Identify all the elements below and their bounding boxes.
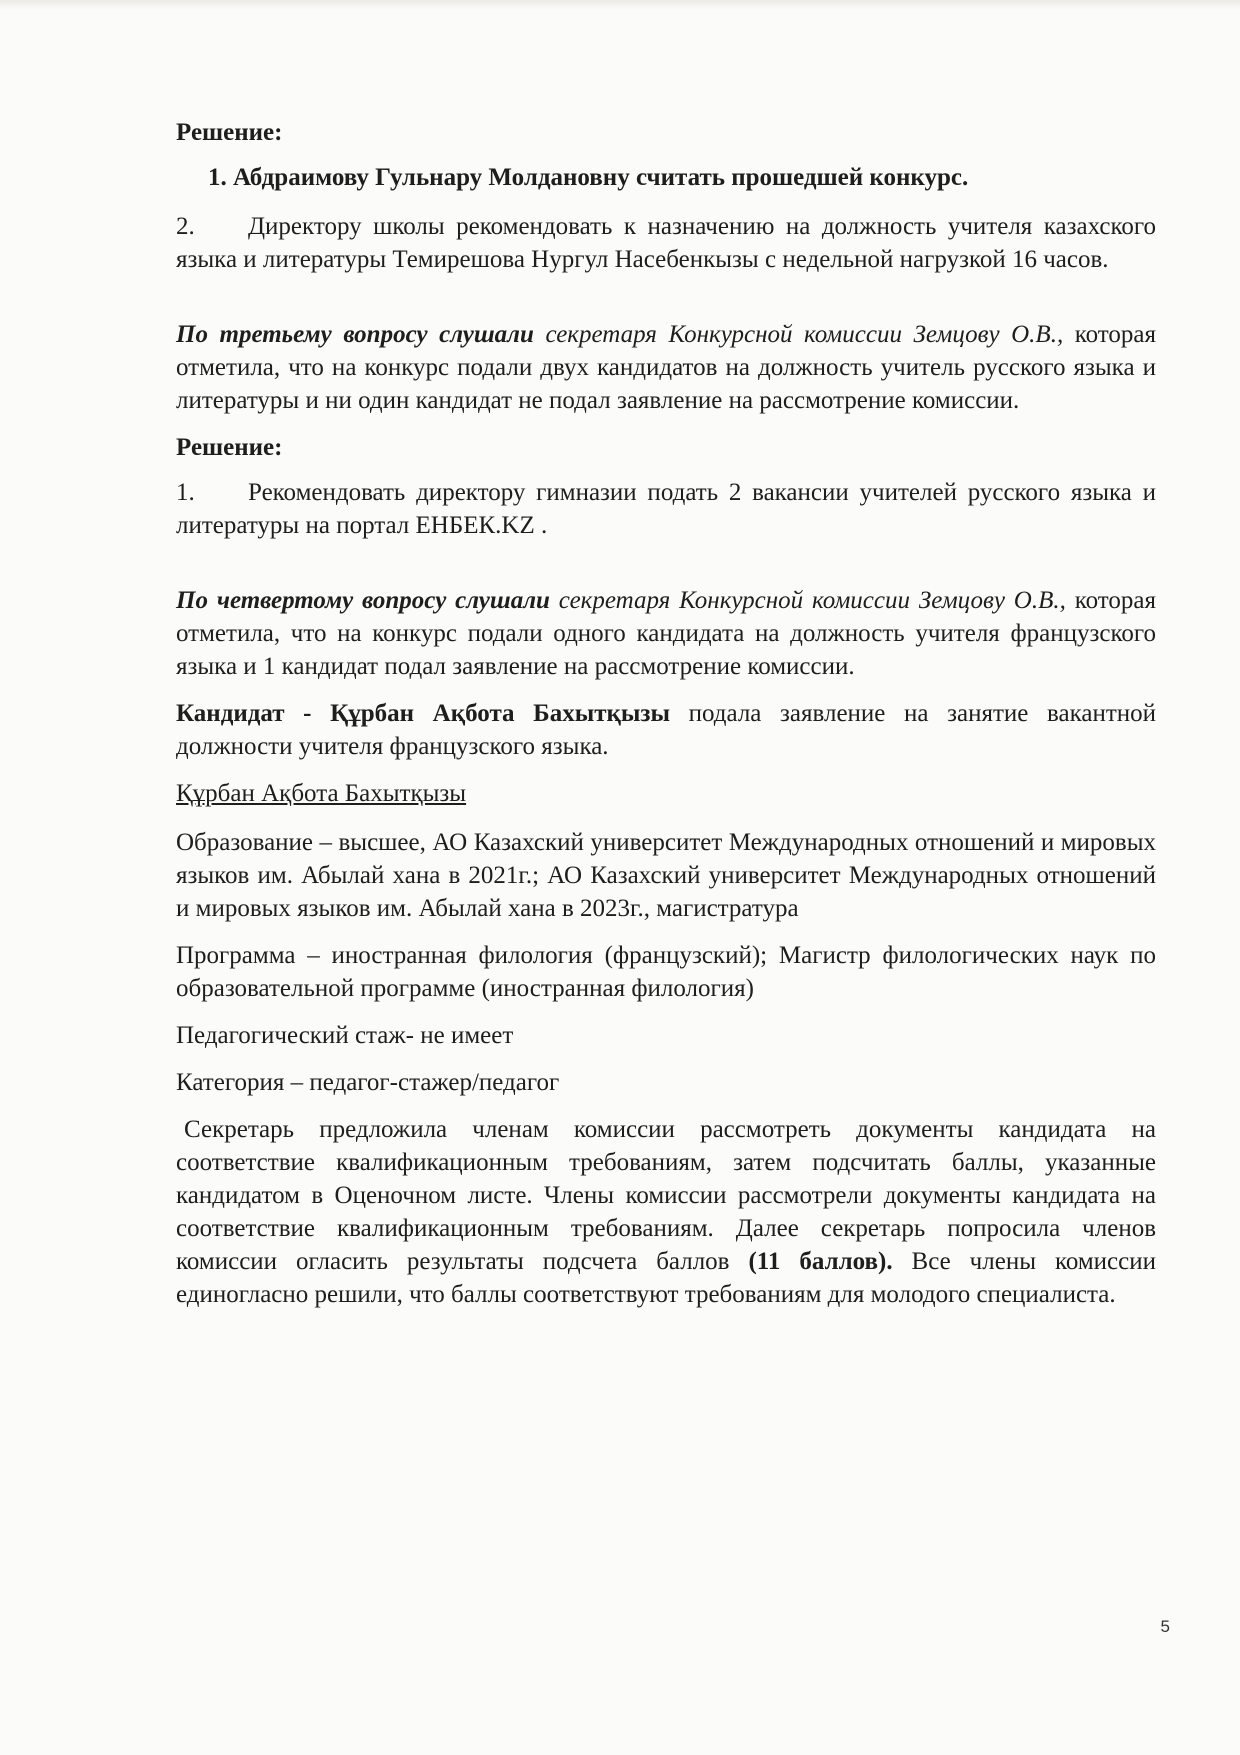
score-value: (11 баллов). xyxy=(748,1248,893,1275)
decision-heading-2: Решение: xyxy=(176,434,283,461)
decision-2-item-1 xyxy=(176,476,1156,542)
decision-item-2 xyxy=(176,210,1156,276)
page-number: 5 xyxy=(1160,1617,1170,1636)
program-field: Программа – иностранная филология (французский); Магистр филологических наук по образовательной программе (иностранная филология) xyxy=(176,942,1156,1002)
item-number: 2. xyxy=(176,213,195,240)
question-4-speaker: секретаря Конкурсной комиссии Земцову О.В., xyxy=(549,587,1066,614)
secretary-text-a: Секретарь предложила членам комиссии рассмотреть документы кандидата на соответствие квалификационным требованиям, затем подсчитать баллы, указанные кандидатом в Оценочном листе. Члены комиссии рассмотрели документы кандидата на соответствие квалификационным требованиям. Далее секретарь попросила членов комиссии огласить результаты подсчета баллов xyxy=(176,1116,1156,1275)
secretary-text-c: Все члены комиссии единогласно решили, что баллы соответствуют требованиям для молодого специалиста. xyxy=(176,1248,1157,1308)
decision-heading: Решение: xyxy=(176,119,283,146)
question-4-lead: По четвертому вопросу слушали xyxy=(176,587,550,614)
candidate-lead: Кандидат - Құрбан Ақбота Бахытқызы xyxy=(176,700,671,727)
secretary-paragraph xyxy=(176,1113,1156,1311)
candidate-text: подала заявление на занятие вакантной должности учителя французского языка. xyxy=(176,700,1157,760)
document-body xyxy=(176,116,1156,1321)
question-3-lead: По третьему вопросу слушали xyxy=(176,321,534,348)
candidate-paragraph xyxy=(176,697,1156,763)
question-3-speaker: секретаря Конкурсной комиссии Земцову О.В., xyxy=(533,321,1064,348)
experience-field: Педагогический стаж- не имеет xyxy=(176,1022,514,1049)
item-number: 1. xyxy=(176,479,195,506)
question-3-text: которая отметила, что на конкурс подали двух кандидатов на должность учитель русского языка и литературы и ни один кандидат не подал заявление на рассмотрение комиссии. xyxy=(176,321,1156,414)
question-4-text: которая отметила, что на конкурс подали одного кандидата на должность учителя французского языка и 1 кандидат подал заявление на рассмотрение комиссии. xyxy=(176,587,1156,680)
item-text: Директору школы рекомендовать к назначению на должность учителя казахского языка и литературы Темирешова Нургул Насебенкызы с недельной нагрузкой 16 часов. xyxy=(176,213,1156,273)
candidate-name-underlined: Құрбан Ақбота Бахытқызы xyxy=(176,780,467,807)
item-text: Рекомендовать директору гимназии подать 2 вакансии учителей русского языка и литературы на портал ЕНБЕК.KZ . xyxy=(176,479,1156,539)
scan-edge-shadow xyxy=(0,0,1240,10)
decision-item-1: 1. Абдраимову Гульнару Молдановну считать прошедшей конкурс. xyxy=(208,164,969,191)
education-field: Образование – высшее, АО Казахский университет Международных отношений и мировых языков им. Абылай хана в 2021г.; АО Казахский университет Международных отношений и мировых языков им. Абылай хана в 2023г., магистратура xyxy=(176,829,1156,922)
question-3-paragraph xyxy=(176,318,1156,417)
question-4-paragraph xyxy=(176,584,1156,683)
category-field: Категория – педагог-стажер/педагог xyxy=(176,1069,560,1096)
